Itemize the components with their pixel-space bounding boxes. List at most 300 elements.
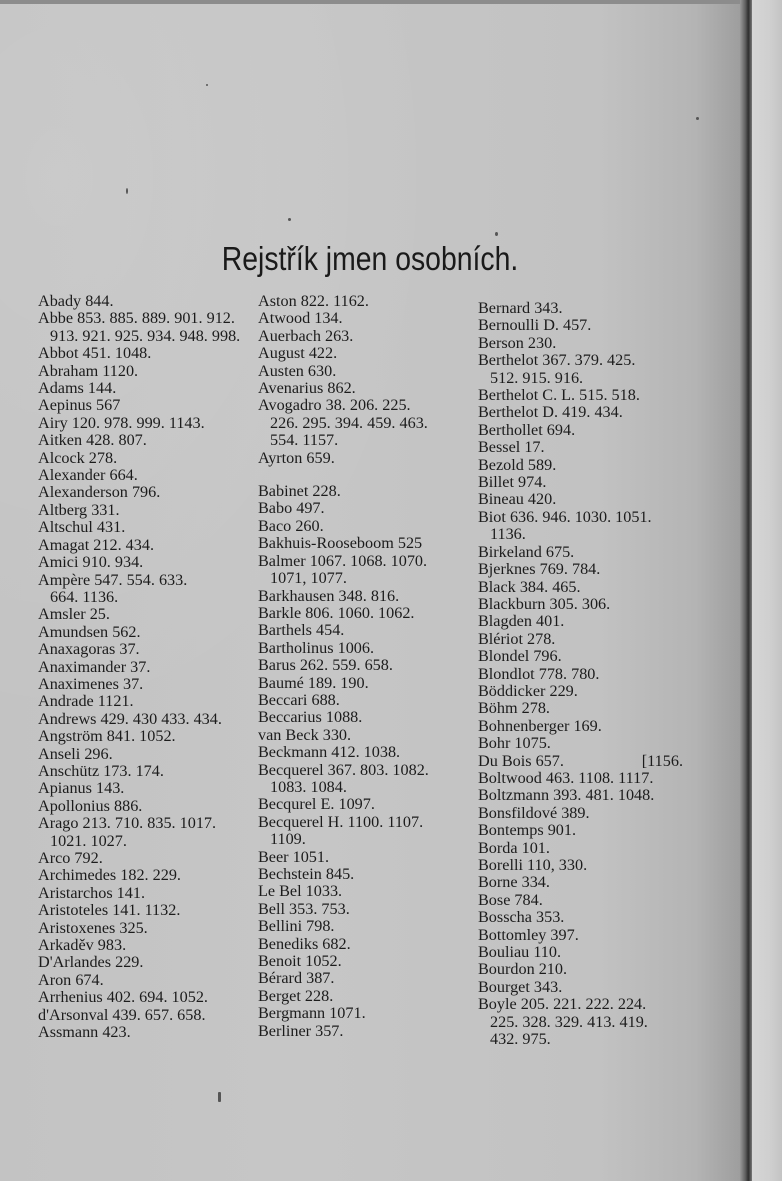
index-entry <box>258 692 473 709</box>
entry-name: Abady <box>38 292 82 310</box>
index-entry <box>38 711 253 728</box>
index-entry <box>478 404 693 421</box>
entry-pages: 101. <box>517 838 550 857</box>
entry-name: Anaximander <box>38 657 127 676</box>
entry-pages: 110, 330. <box>522 856 588 874</box>
index-entry <box>478 474 693 491</box>
index-entry <box>258 483 473 500</box>
entry-pages: 792. <box>70 849 103 867</box>
entry-pages: 1071. <box>325 1004 366 1023</box>
entry-pages: 143. <box>91 779 125 798</box>
entry-pages: 901. <box>543 821 577 840</box>
index-entry <box>258 727 473 744</box>
entry-pages: 784. <box>510 890 543 909</box>
entry-name: Böhm <box>478 699 518 718</box>
entry-pages: 37. <box>115 640 140 659</box>
entry-name: Bourdon <box>478 960 535 979</box>
entry-name: Airy <box>38 413 68 432</box>
entry-name: Atwood <box>258 309 311 328</box>
entry-name: Berthelot <box>478 351 539 370</box>
index-entry <box>38 1007 253 1024</box>
entry-pages: 367. 803. 1082. <box>323 760 429 779</box>
entry-name: Beccari <box>258 690 308 709</box>
index-entry <box>38 902 253 919</box>
entry-continuation: 1021. 1027. <box>50 831 127 850</box>
entry-name: Ampère <box>38 570 91 589</box>
entry-pages: 431. <box>92 518 126 537</box>
entry-name: Alexander <box>38 466 106 485</box>
entry-pages: 796. <box>127 483 161 502</box>
entry-name: Black <box>478 577 516 596</box>
index-entry <box>478 927 693 944</box>
entry-pages: 547. 554. 633. <box>90 570 188 589</box>
index-entry <box>478 300 693 317</box>
index-entry <box>478 457 693 474</box>
entry-pages: 589. <box>523 455 557 474</box>
entry-pages: 422. <box>304 344 338 363</box>
entry-name: Ayrton <box>258 448 303 467</box>
entry-pages: 141. <box>112 883 145 902</box>
index-entry <box>38 780 253 797</box>
entry-pages: 1075. <box>510 734 551 753</box>
entry-pages: 845. <box>321 865 355 883</box>
entry-name: Boltwood <box>478 768 542 787</box>
entry-pages: 974. <box>513 473 547 492</box>
entry-pages: 675. <box>541 542 575 561</box>
index-entry <box>38 519 253 536</box>
index-entry <box>38 537 253 554</box>
entry-name: van Beck <box>258 725 319 744</box>
entry-name: Berson <box>478 333 524 352</box>
entry-pages: 229. <box>111 953 144 972</box>
entry-pages: 451. 1048. <box>78 344 152 363</box>
entry-pages: 562. <box>108 622 141 641</box>
index-entry <box>478 491 693 508</box>
entry-name: Barkle <box>258 603 302 622</box>
entry-name: Babinet <box>258 482 309 501</box>
entry-name: Bell <box>258 899 285 918</box>
index-entry <box>258 866 473 883</box>
entry-pages: 230. <box>523 333 557 352</box>
entry-name: Blondlot <box>478 664 535 683</box>
index-entry <box>478 961 693 978</box>
index-entry <box>38 293 253 310</box>
entry-name: Amici <box>38 553 79 572</box>
entry-pages: 325. <box>115 918 148 937</box>
entry-name: Blagden <box>478 612 532 631</box>
entry-name: Bernard <box>478 299 531 317</box>
index-entry <box>258 397 473 449</box>
entry-continuation: 512. 915. 916. <box>490 368 584 387</box>
entry-name: Balmer <box>258 551 306 570</box>
index-entry <box>38 363 253 380</box>
entry-continuation: 226. 295. 394. 459. 463. <box>270 413 428 432</box>
entry-name: Austen <box>258 361 304 380</box>
entry-pages: 688. <box>307 690 340 709</box>
entry-pages: 205. 221. 222. 224. <box>516 995 647 1014</box>
index-entry <box>258 293 473 310</box>
index-entry <box>38 450 253 467</box>
entry-pages: 17. <box>520 438 545 457</box>
index-entry <box>258 744 473 761</box>
entry-pages: 1051. <box>288 847 330 866</box>
entry-name: Aepinus <box>38 396 92 415</box>
entry-pages: 423. <box>98 1023 131 1042</box>
index-entry <box>258 814 473 849</box>
entry-name: Berthelot D. <box>478 403 559 422</box>
index-entry <box>38 502 253 519</box>
entry-pages: 169. <box>569 716 602 735</box>
entry-pages: 228. <box>300 986 334 1005</box>
entry-pages: 853. 885. 889. 901. 912. <box>73 309 235 328</box>
entry-name: Abbe <box>38 309 74 328</box>
index-entry <box>38 746 253 763</box>
entry-pages: 420. <box>523 490 557 509</box>
index-entry <box>258 988 473 1005</box>
entry-name: Amsler <box>38 605 86 624</box>
entry-name: Bose <box>478 890 511 909</box>
index-entry <box>478 979 693 996</box>
entry-pages: 567 <box>91 396 121 415</box>
index-entry <box>38 432 253 449</box>
index-entry <box>38 467 253 484</box>
entry-pages: 260. <box>291 516 324 535</box>
entry-name: Bessel <box>478 438 521 457</box>
index-entry <box>38 415 253 432</box>
index-entry <box>478 335 693 352</box>
entry-name: Arco <box>38 849 71 867</box>
index-entry <box>478 596 693 613</box>
entry-pages: 120. 978. 999. 1143. <box>67 413 205 432</box>
index-entry <box>478 892 693 909</box>
entry-name: Boltzmann <box>478 786 550 805</box>
entry-name: Auerbach <box>258 326 321 345</box>
index-entry <box>478 544 693 561</box>
entry-pages: 330. <box>318 725 352 744</box>
entry-name: Altschul <box>38 518 93 537</box>
index-entry <box>258 901 473 918</box>
index-entry <box>258 518 473 535</box>
entry-name: Baco <box>258 516 292 535</box>
entry-overflow-pages: [1156. <box>641 751 683 770</box>
entry-name: Bartholinus <box>258 638 334 657</box>
entry-pages: 457. <box>558 316 592 335</box>
entry-pages: 1121. <box>93 692 134 711</box>
index-entry <box>38 606 253 623</box>
index-entry <box>38 989 253 1006</box>
index-entry <box>258 675 473 692</box>
entry-continuation: 225. 328. 329. 413. 419. <box>490 1012 648 1031</box>
entry-name: Berthollet <box>478 420 543 439</box>
entry-pages: 419. 434. <box>558 403 623 422</box>
index-entry <box>478 387 693 404</box>
entry-pages: 173. 174. <box>99 761 164 780</box>
entry-name: Apianus <box>38 779 92 798</box>
entry-pages: 983. <box>93 936 127 955</box>
entry-continuation: 1083. 1084. <box>270 777 347 796</box>
entry-pages: 262. 559. 658. <box>295 656 393 675</box>
entry-pages: 182. 229. <box>116 866 181 885</box>
entry-continuation: 664. 1136. <box>50 587 119 606</box>
entry-name: Apollonius <box>38 796 110 815</box>
index-entry <box>478 996 693 1048</box>
entry-pages: 343. <box>530 299 563 317</box>
index-entry <box>478 683 693 700</box>
entry-pages: 497. <box>292 499 325 518</box>
index-entry <box>478 613 693 630</box>
entry-pages: 862. <box>323 379 356 398</box>
index-entry <box>38 850 253 867</box>
index-entry <box>258 535 473 552</box>
entry-pages: 296. <box>80 744 113 763</box>
index-entry <box>258 970 473 987</box>
entry-pages: 664. <box>105 466 138 485</box>
index-entry <box>38 554 253 571</box>
entry-name: Billet <box>478 473 514 492</box>
index-entry <box>478 631 693 648</box>
entry-pages: 1120. <box>98 361 139 380</box>
entry-pages: 1052. <box>301 952 342 971</box>
entry-pages: 213. 710. 835. 1017. <box>78 814 217 833</box>
index-entry <box>258 450 473 467</box>
index-entry <box>38 693 253 710</box>
index-entry <box>478 422 693 439</box>
index-entry <box>38 345 253 362</box>
entry-name: Aristoxenes <box>38 918 116 937</box>
entry-pages: 454. <box>311 621 345 640</box>
entry-pages: 367. 379. 425. <box>538 351 636 370</box>
index-entry <box>258 605 473 622</box>
index-entry <box>38 954 253 971</box>
entry-name: D'Arlandes <box>38 953 112 972</box>
entry-name: Alcock <box>38 448 85 467</box>
entry-name: Bineau <box>478 490 524 509</box>
entry-name: August <box>258 344 305 363</box>
index-entry <box>38 937 253 954</box>
entry-name: Bakhuis-Rooseboom <box>258 534 394 553</box>
paper-speck <box>288 218 291 221</box>
entry-pages: 141. 1132. <box>108 901 181 920</box>
entry-pages: 305. 306. <box>545 594 611 613</box>
entry-pages: 357. <box>311 1021 344 1040</box>
index-entry <box>38 310 253 345</box>
entry-pages: 110. <box>529 943 562 962</box>
entry-name: Bourget <box>478 977 530 996</box>
entry-pages: 796. <box>529 647 562 666</box>
entry-name: Bernoulli D. <box>478 316 559 335</box>
entry-name: Boyle <box>478 995 517 1014</box>
index-column-3 <box>478 300 693 1048</box>
entry-name: Becqurel E. <box>258 795 335 814</box>
entry-name: Anseli <box>38 744 81 763</box>
entry-pages: 144. <box>83 379 117 398</box>
entry-name: Bonsfildové <box>478 803 558 822</box>
entry-name: Bosscha <box>478 908 532 927</box>
entry-pages: 389. <box>557 803 590 822</box>
page-top-edge <box>0 0 748 4</box>
index-entry <box>478 944 693 961</box>
index-entry <box>478 718 693 735</box>
index-entry <box>38 867 253 884</box>
index-entry <box>38 380 253 397</box>
entry-pages: 844. <box>81 292 114 310</box>
entry-name: Beckmann <box>258 743 328 762</box>
index-entry <box>258 883 473 900</box>
entry-name: Bouliau <box>478 943 530 962</box>
entry-name: Borda <box>478 838 518 857</box>
entry-name: Andrade <box>38 692 94 711</box>
entry-pages: 228. <box>308 482 341 501</box>
index-entry <box>38 972 253 989</box>
index-column-1 <box>38 293 253 1041</box>
entry-pages: 25. <box>85 605 110 624</box>
index-entry <box>478 770 693 787</box>
entry-pages: 353. <box>531 908 565 927</box>
entry-name: Bjerknes <box>478 560 536 579</box>
page-title: Rejstřík jmen osobních. <box>221 240 519 277</box>
entry-continuation: 432. 975. <box>490 1030 551 1049</box>
entry-pages: 334. <box>517 873 550 892</box>
index-entry <box>38 484 253 501</box>
entry-pages: 38. 206. 225. <box>321 396 411 415</box>
entry-name: Baumé <box>258 673 304 692</box>
entry-pages: 1006. <box>333 638 375 657</box>
entry-name: Blériot <box>478 629 523 648</box>
index-entry <box>478 509 693 544</box>
entry-name: Arrhenius <box>38 988 103 1007</box>
entry-pages: 402. 694. 1052. <box>102 988 208 1007</box>
index-entry <box>38 1024 253 1041</box>
index-entry <box>478 700 693 717</box>
index-entry <box>258 640 473 657</box>
paper-speck <box>696 117 699 120</box>
entry-pages: 910. 934. <box>78 553 144 572</box>
entry-name: Barthels <box>258 621 312 640</box>
index-entry <box>478 735 693 752</box>
index-entry <box>258 762 473 797</box>
entry-name: Anschütz <box>38 761 100 780</box>
index-entry <box>478 317 693 334</box>
entry-name: Bergmann <box>258 1004 326 1023</box>
index-entry <box>258 918 473 935</box>
entry-name: Abraham <box>38 361 99 380</box>
entry-name: Du Bois <box>478 751 532 770</box>
entry-pages: 886. <box>109 796 143 815</box>
entry-pages: 393. 481. 1048. <box>549 786 655 805</box>
index-entry <box>38 920 253 937</box>
entry-name: Bellini <box>258 917 303 936</box>
entry-name: Aitken <box>38 431 83 450</box>
index-entry <box>258 553 473 588</box>
entry-name: Bohnenberger <box>478 716 570 735</box>
entry-pages: 769. 784. <box>535 560 601 579</box>
entry-name: Borelli <box>478 856 523 874</box>
entry-name: Barus <box>258 656 296 675</box>
entry-pages: 806. 1060. 1062. <box>301 603 415 622</box>
index-entry <box>258 345 473 362</box>
entry-continuation: 1136. <box>490 525 526 544</box>
entry-name: Aron <box>38 970 72 989</box>
entry-name: Amundsen <box>38 622 109 641</box>
entry-name: Aston <box>258 292 297 310</box>
paper-speck <box>206 84 208 86</box>
index-entry <box>258 1005 473 1022</box>
entry-name: Amagat <box>38 535 90 554</box>
entry-name: Angström <box>38 727 103 746</box>
entry-name: Abbot <box>38 344 79 363</box>
entry-name: Biot <box>478 507 506 526</box>
paper-speck <box>495 232 498 236</box>
index-entry <box>258 936 473 953</box>
paper-speck <box>218 1092 221 1102</box>
index-entry <box>478 874 693 891</box>
entry-pages: 210. <box>534 960 568 979</box>
paper-speck <box>126 188 128 194</box>
entry-name: Anaximenes <box>38 674 119 693</box>
index-entry <box>478 666 693 683</box>
index-entry <box>478 909 693 926</box>
index-entry <box>478 840 693 857</box>
entry-name: Adams <box>38 379 84 398</box>
entry-continuation: 554. 1157. <box>270 431 339 450</box>
entry-pages: 657. <box>531 751 564 770</box>
entry-name: Birkeland <box>478 542 542 561</box>
entry-pages: 841. 1052. <box>102 727 176 746</box>
index-entry <box>478 648 693 665</box>
entry-name: Bérard <box>258 969 303 988</box>
entry-pages: 682. <box>318 934 351 953</box>
index-entry <box>38 572 253 607</box>
index-entry <box>478 805 693 822</box>
entry-pages: 278. <box>522 629 556 648</box>
entry-pages: 401. <box>531 612 565 631</box>
index-entry <box>478 857 693 874</box>
index-entry <box>38 676 253 693</box>
index-entry <box>478 822 693 839</box>
entry-pages: 397. <box>546 925 579 944</box>
entry-name: Blondel <box>478 647 530 666</box>
index-entry <box>258 657 473 674</box>
entry-name: Berthelot C. L. <box>478 386 576 405</box>
entry-pages: 798. <box>302 917 335 936</box>
index-entry <box>38 397 253 414</box>
entry-pages: 778. 780. <box>534 664 600 683</box>
index-entry <box>258 796 473 813</box>
book-gutter <box>740 0 752 1181</box>
entry-name: Bechstein <box>258 865 322 883</box>
entry-pages: 636. 946. 1030. 1051. <box>505 507 652 526</box>
entry-name: Babo <box>258 499 293 518</box>
entry-name: Assmann <box>38 1023 99 1042</box>
entry-name: Archimedes <box>38 866 117 885</box>
entry-pages: 1033. <box>301 882 343 901</box>
entry-pages: 278. <box>517 699 550 718</box>
entry-continuation: 1071, 1077. <box>270 569 347 588</box>
entry-pages: 1067. 1068. 1070. <box>305 551 428 570</box>
index-entry <box>258 380 473 397</box>
index-entry <box>258 709 473 726</box>
index-entry <box>258 588 473 605</box>
entry-pages: 694. <box>542 420 576 439</box>
adjacent-page-edge <box>752 0 782 1181</box>
entry-name: Arkaděv <box>38 936 94 955</box>
entry-pages: 439. 657. 658. <box>108 1005 206 1024</box>
entry-name: d'Arsonval <box>38 1005 109 1024</box>
entry-pages: 353. 753. <box>284 899 350 918</box>
entry-pages: 37. <box>126 657 151 676</box>
entry-name: Beccarius <box>258 708 322 727</box>
entry-name: Arago <box>38 814 79 833</box>
